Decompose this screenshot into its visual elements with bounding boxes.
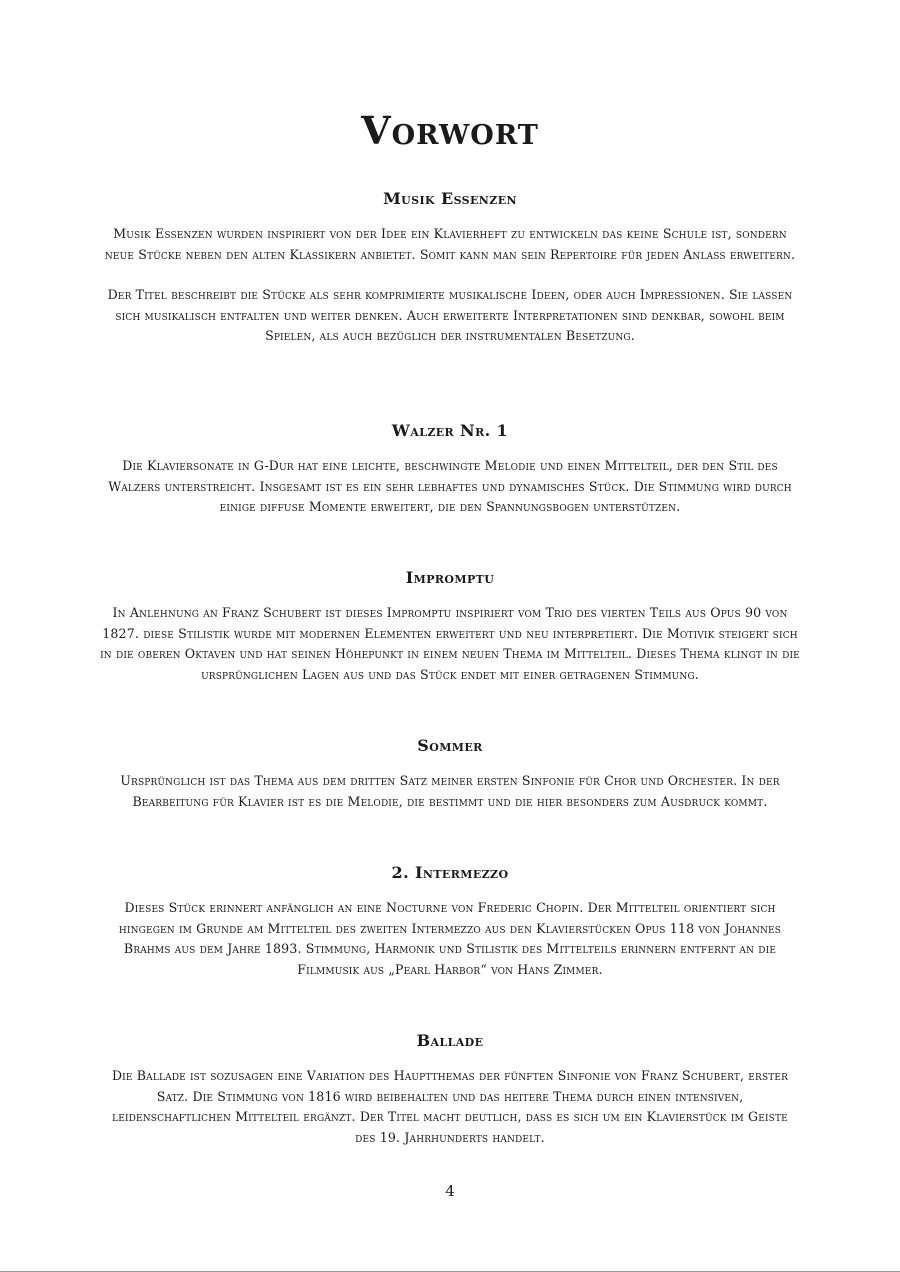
section-sommer <box>100 737 800 812</box>
section-paragraph: Musik Essenzen wurden inspiriert von der Idee ein Klavierheft zu entwickeln das keine Schule ist, sondern neue Stücke neben den alten Klassikern anbietet. Somit kann man sein Repertoire für jeden Anlass erweitern. <box>104 226 796 262</box>
section-heading: Ballade <box>416 1031 484 1050</box>
section-heading: 2. Intermezzo <box>391 863 509 882</box>
section-musik-essenzen <box>100 190 800 347</box>
section-paragraph: Dieses Stück erinnert anfänglich an eine Nocturne von Frederic Chopin. Der Mittelteil orientiert sich hingegen im Grunde am Mittelteil des zweiten Intermezzo aus den Klavierstücken Opus 118 von Johannes Brahms aus dem Jahre 1893. Stimmung, Harmonik und Stilistik des Mittelteils erinnern entfernt an die Filmmusik aus „Pearl Harbor“ von Hans Zimmer. <box>118 900 782 977</box>
section-paragraph: Die Klaviersonate in G-Dur hat eine leichte, beschwingte Melodie und einen Mittelteil, der den Stil des Walzers unterstreicht. Insgesamt ist es ein sehr lebhaftes und dynamisches Stück. Die Stimmung wird durch einige diffuse Momente erweitert, die den Spannungsbogen unterstützen. <box>108 458 792 514</box>
section-impromptu <box>100 569 800 685</box>
section-paragraph: Die Ballade ist sozusagen eine Variation des Hauptthemas der fünften Sinfonie von Franz Schubert, erster Satz. Die Stimmung von 1816 wird beibehalten und das heitere Thema durch einen intensiven, leidenschaftlichen Mittelteil ergänzt. Der Titel macht deutlich, dass es sich um ein Klavierstück im Geiste des 19. Jahrhunderts handelt. <box>111 1068 789 1145</box>
section-paragraph: In Anlehnung an Franz Schubert ist dieses Impromptu inspiriert vom Trio des vierten Teils aus Opus 90 von 1827. diese Stilistik wurde mit modernen Elementen erweitert und neu interpretiert. Die Motivik steigert sich in die oberen Oktaven und hat seinen Höhepunkt in einem neuen Thema im Mittelteil. Dieses Thema klingt in die ursprünglichen Lagen aus und das Stück endet mit einer getragenen Stimmung. <box>100 605 800 682</box>
page-number: 4 <box>445 1182 455 1200</box>
section-paragraph: Ursprünglich ist das Thema aus dem dritten Satz meiner ersten Sinfonie für Chor und Orchester. In der Bearbeitung für Klavier ist es die Melodie, die bestimmt und die hier besonders zum Ausdruck kommt. <box>120 773 780 809</box>
section-heading: Musik Essenzen <box>383 189 517 208</box>
section-intermezzo <box>100 864 800 980</box>
section-heading: Walzer Nr. 1 <box>391 421 509 440</box>
section-heading: Impromptu <box>405 568 495 587</box>
section-ballade <box>100 1032 800 1148</box>
section-paragraph: Der Titel beschreibt die Stücke als sehr komprimierte musikalische Ideen, oder auch Impressionen. Sie lassen sich musikalisch entfalten und weiter denken. Auch erweiterte Interpretationen sind denkbar, sowohl beim Spielen, als auch bezüglich der instrumentalen Besetzung. <box>107 287 793 343</box>
section-heading: Sommer <box>417 736 483 755</box>
page-title: Vorwort <box>361 108 539 153</box>
section-walzer <box>100 422 800 518</box>
